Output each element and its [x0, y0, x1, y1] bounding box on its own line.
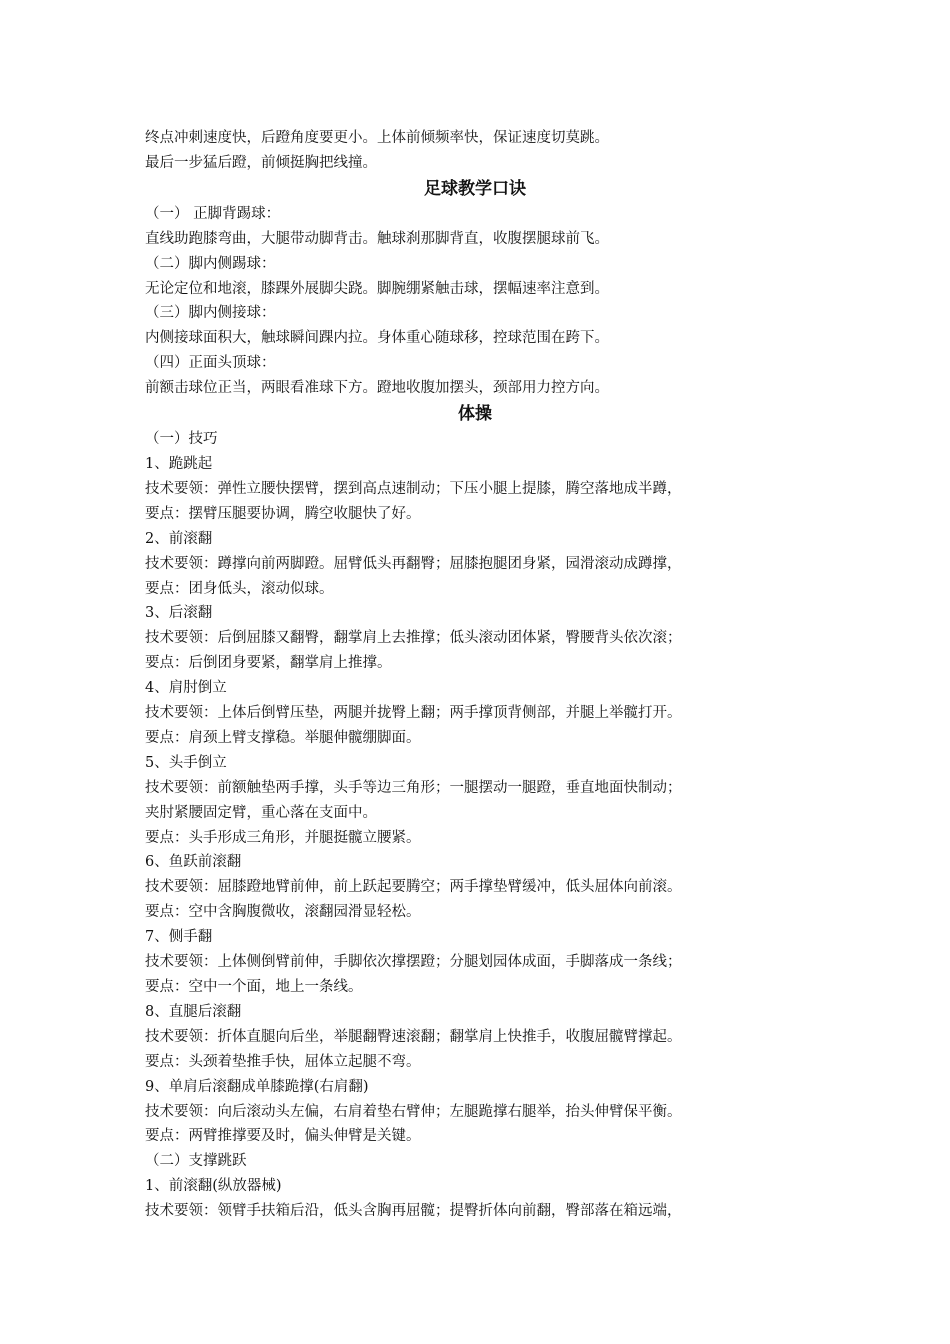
text-line: （一）技巧	[145, 431, 218, 448]
text-line: （二）脚内侧踢球：	[145, 255, 276, 272]
text-line: 要点：肩颈上臂支撑稳。举腿伸髋绷脚面。	[145, 729, 421, 746]
text-line: 直线助跑膝弯曲，大腿带动脚背击。触球刹那脚背直，收腹摆腿球前飞。	[145, 230, 609, 247]
text-line: 技术要领：上体后倒臂压垫，两腿并拢臀上翻；两手撑顶背侧部，并腿上举髋打开。	[145, 705, 682, 722]
section-title-football: 足球教学口诀	[424, 178, 526, 199]
text-line: 要点：空中含胸腹微收，滚翻园滑显轻松。	[145, 904, 421, 921]
text-line: 3、后滚翻	[145, 605, 213, 622]
text-line: 夹肘紧腰固定臂，重心落在支面中。	[145, 804, 377, 821]
section-title-gymnastics: 体操	[458, 404, 492, 425]
text-line: 要点：后倒团身要紧，翻掌肩上推撑。	[145, 655, 392, 672]
text-line: 技术要领：折体直腿向后坐，举腿翻臀速滚翻；翻掌肩上快推手，收腹屈髋臂撑起。	[145, 1028, 682, 1045]
text-line: 技术要领：领臂手扶箱后沿，低头含胸再屈髋；提臀折体向前翻，臀部落在箱远端，	[145, 1203, 682, 1220]
text-line: 技术要领：弹性立腰快摆臂，摆到高点速制动；下压小腿上提膝，腾空落地成半蹲，	[145, 480, 682, 497]
text-line: 技术要领：向后滚动头左偏，右肩着垫右臂伸；左腿跪撑右腿举，抬头伸臂保平衡。	[145, 1103, 682, 1120]
text-line: 4、肩肘倒立	[145, 680, 227, 697]
text-line: 要点：头颈着垫推手快，屈体立起腿不弯。	[145, 1053, 421, 1070]
text-line: 终点冲刺速度快，后蹬角度要更小。上体前倾频率快，保证速度切莫跳。	[145, 130, 609, 146]
text-line: 技术要领：上体侧倒臂前伸，手脚依次撑摆蹬；分腿划园体成面，手脚落成一条线；	[145, 954, 682, 971]
text-line: （四）正面头顶球：	[145, 355, 276, 372]
text-line: 5、头手倒立	[145, 754, 227, 771]
text-line: 技术要领：后倒屈膝又翻臀，翻掌肩上去推撑；低头滚动团体紧，臀腰背头依次滚；	[145, 630, 682, 647]
text-line: 要点：空中一个面，地上一条线。	[145, 979, 363, 995]
text-line: （二）支撑跳跃	[145, 1153, 247, 1170]
text-line: （一） 正脚背踢球：	[145, 205, 281, 222]
text-line: 要点：两臂推撑要及时，偏头伸臂是关键。	[145, 1128, 421, 1145]
text-line: 技术要领：前额触垫两手撑，头手等边三角形；一腿摆动一腿蹬，垂直地面快制动；	[145, 779, 682, 796]
text-line: 要点：摆臂压腿要协调，腾空收腿快了好。	[145, 505, 421, 522]
text-line: 9、单肩后滚翻成单膝跪撑(右肩翻)	[145, 1078, 369, 1095]
text-line: 技术要领：屈膝蹬地臂前伸，前上跃起要腾空；两手撑垫臂缓冲，低头屈体向前滚。	[145, 879, 682, 896]
text-line: 1、前滚翻(纵放器械)	[145, 1178, 282, 1195]
text-line: 内侧接球面积大，触球瞬间踝内拉。身体重心随球移，控球范围在跨下。	[145, 330, 609, 347]
text-line: 无论定位和地滚，膝踝外展脚尖跷。脚腕绷紧触击球，摆幅速率注意到。	[145, 280, 609, 297]
text-line: 2、前滚翻	[145, 530, 213, 547]
text-line: （三）脚内侧接球：	[145, 305, 276, 322]
document-page	[145, 126, 805, 1224]
text-line: 最后一步猛后蹬，前倾挺胸把线撞。	[145, 154, 377, 171]
text-line: 技术要领：蹲撑向前两脚蹬。屈臂低头再翻臀；屈膝抱腿团身紧，园滑滚动成蹲撑，	[145, 555, 682, 572]
text-line: 6、鱼跃前滚翻	[145, 854, 242, 871]
text-line: 1、跪跳起	[145, 455, 213, 472]
text-line: 要点：团身低头，滚动似球。	[145, 580, 334, 597]
text-line: 前额击球位正当，两眼看准球下方。蹬地收腹加摆头，颈部用力控方向。	[145, 380, 609, 397]
text-line: 要点：头手形成三角形，并腿挺髋立腰紧。	[145, 829, 421, 846]
text-line: 7、侧手翻	[145, 929, 213, 946]
text-line: 8、直腿后滚翻	[145, 1003, 242, 1020]
